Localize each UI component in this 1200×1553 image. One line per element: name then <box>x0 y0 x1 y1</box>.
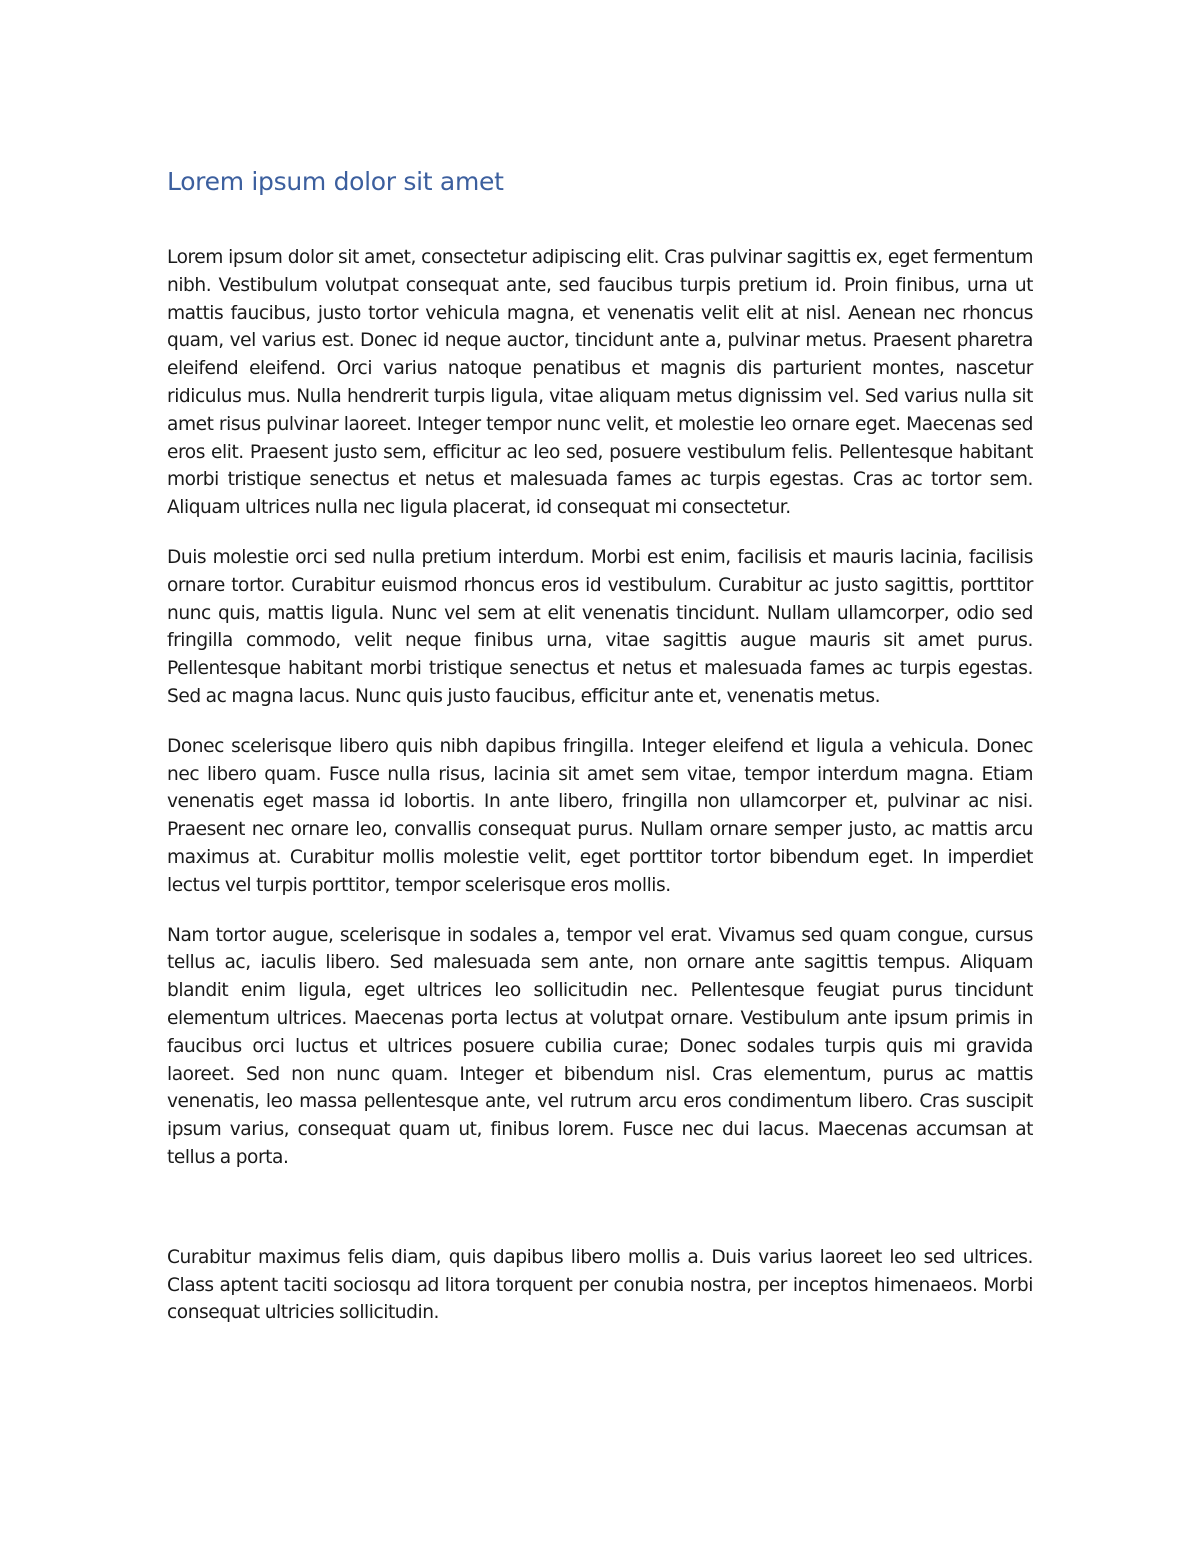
paragraph-spacer <box>167 1194 1033 1244</box>
paragraph-2: Duis molestie orci sed nulla pretium interdum. Morbi est enim, facilisis et mauris lacinia, facilisis ornare tortor. Curabitur euismod rhoncus eros id vestibulum. Curabitur ac justo sagittis, porttitor nunc quis, mattis ligula. Nunc vel sem at elit venenatis tincidunt. Nullam ullamcorper, odio sed fringilla commodo, velit neque finibus urna, vitae sagittis augue mauris sit amet purus. Pellentesque habitant morbi tristique senectus et netus et malesuada fames ac turpis egestas. Sed ac magna lacus. Nunc quis justo faucibus, efficitur ante et, venenatis metus. <box>167 546 1033 707</box>
document-body <box>167 164 1033 1349</box>
paragraph-5: Curabitur maximus felis diam, quis dapibus libero mollis a. Duis varius laoreet leo sed ultrices. Class aptent taciti sociosqu ad litora torquent per conubia nostra, per inceptos himenaeos. Morbi consequat ultricies sollicitudin. <box>167 1246 1033 1324</box>
paragraph-1: Lorem ipsum dolor sit amet, consectetur adipiscing elit. Cras pulvinar sagittis ex, eget fermentum nibh. Vestibulum volutpat consequat ante, sed faucibus turpis pretium id. Proin finibus, urna ut mattis faucibus, justo tortor vehicula magna, et venenatis velit elit at nisl. Aenean nec rhoncus quam, vel varius est. Donec id neque auctor, tincidunt ante a, pulvinar metus. Praesent pharetra eleifend eleifend. Orci varius natoque penatibus et magnis dis parturient montes, nascetur ridiculus mus. Nulla hendrerit turpis ligula, vitae aliquam metus dignissim vel. Sed varius nulla sit amet risus pulvinar laoreet. Integer tempor nunc velit, et molestie leo ornare eget. Maecenas sed eros elit. Praesent justo sem, efficitur ac leo sed, posuere vestibulum felis. Pellentesque habitant morbi tristique senectus et netus et malesuada fames ac turpis egestas. Cras ac tortor sem. Aliquam ultrices nulla nec ligula placerat, id consequat mi consectetur. <box>167 247 1033 519</box>
paragraph-3: Donec scelerisque libero quis nibh dapibus fringilla. Integer eleifend et ligula a vehicula. Donec nec libero quam. Fusce nulla risus, lacinia sit amet sem vitae, tempor interdum magna. Etiam venenatis eget massa id lobortis. In ante libero, fringilla non ullamcorper et, pulvinar ac nisi. Praesent nec ornare leo, convallis consequat purus. Nullam ornare semper justo, ac mattis arcu maximus at. Curabitur mollis molestie velit, eget porttitor tortor bibendum eget. In imperdiet lectus vel turpis porttitor, tempor scelerisque eros mollis. <box>167 735 1033 896</box>
document-title: Lorem ipsum dolor sit amet <box>167 167 504 196</box>
paragraph-4: Nam tortor augue, scelerisque in sodales a, tempor vel erat. Vivamus sed quam congue, cursus tellus ac, iaculis libero. Sed malesuada sem ante, non ornare ante sagittis tempus. Aliquam blandit enim ligula, eget ultrices leo sollicitudin nec. Pellentesque feugiat purus tincidunt elementum ultrices. Maecenas porta lectus at volutpat ornare. Vestibulum ante ipsum primis in faucibus orci luctus et ultrices posuere cubilia curae; Donec sodales turpis quis mi gravida laoreet. Sed non nunc quam. Integer et bibendum nisl. Cras elementum, purus ac mattis venenatis, leo massa pellentesque ante, vel rutrum arcu eros condimentum libero. Cras suscipit ipsum varius, consequat quam ut, finibus lorem. Fusce nec dui lacus. Maecenas accumsan at tellus a porta. <box>167 924 1033 1168</box>
